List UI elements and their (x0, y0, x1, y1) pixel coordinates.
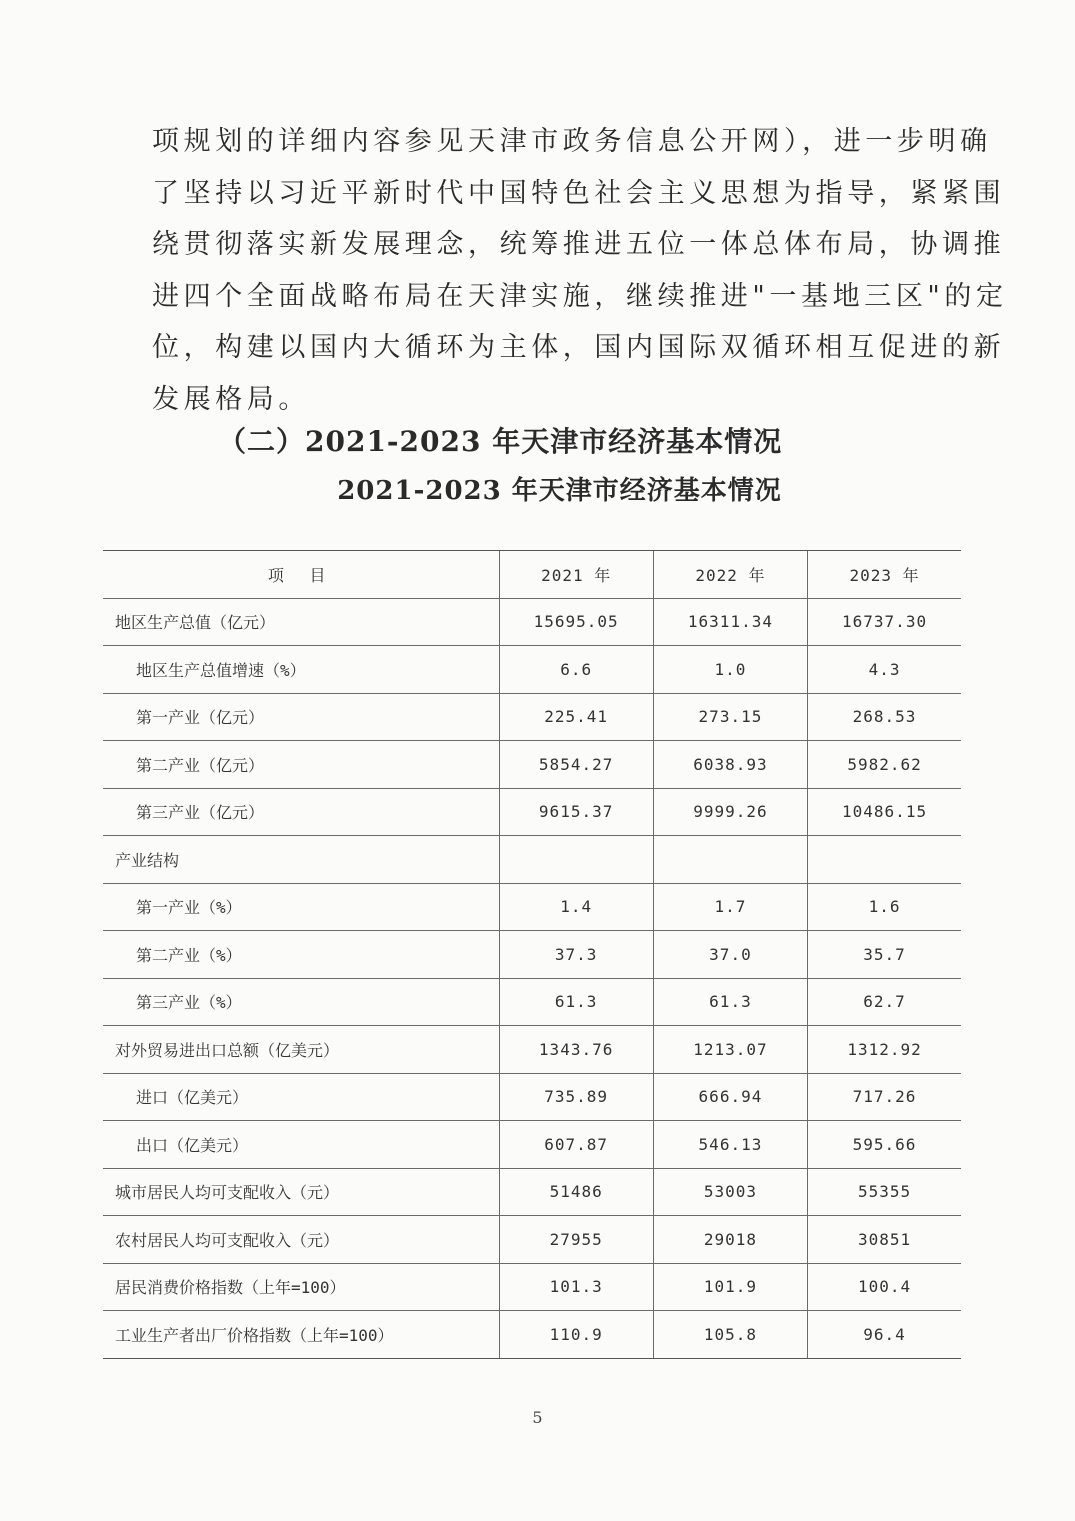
value-2022: 9999.26 (653, 788, 807, 836)
table-row (103, 836, 961, 884)
economy-table (103, 550, 961, 1359)
value-2021: 51486 (499, 1168, 653, 1216)
value-2022: 1213.07 (653, 1026, 807, 1074)
value-2021: 15695.05 (499, 598, 653, 646)
row-label: 进口（亿美元） (103, 1073, 499, 1121)
value-2021: 61.3 (499, 978, 653, 1026)
table-row (103, 883, 961, 931)
value-2022: 273.15 (653, 693, 807, 741)
paragraph-line: 发展格局。 (152, 383, 310, 415)
value-2021: 37.3 (499, 931, 653, 979)
value-2023: 55355 (808, 1168, 961, 1216)
value-2022: 1.0 (653, 646, 807, 694)
value-2021: 607.87 (499, 1121, 653, 1169)
table-header-row (103, 551, 961, 599)
section-heading: （二）2021-2023 年天津市经济基本情况 (218, 425, 783, 458)
value-2022 (653, 836, 807, 884)
row-label: 居民消费价格指数（上年=100） (103, 1263, 499, 1311)
value-2023: 5982.62 (808, 741, 961, 789)
row-label: 产业结构 (103, 836, 499, 884)
value-2021: 5854.27 (499, 741, 653, 789)
value-2021: 110.9 (499, 1311, 653, 1359)
value-2021: 9615.37 (499, 788, 653, 836)
row-label: 第二产业（%） (103, 931, 499, 979)
value-2023: 4.3 (808, 646, 961, 694)
value-2021: 735.89 (499, 1073, 653, 1121)
table-row (103, 1026, 961, 1074)
value-2023: 96.4 (808, 1311, 961, 1359)
value-2022: 101.9 (653, 1263, 807, 1311)
value-2021 (499, 836, 653, 884)
row-label: 第一产业（%） (103, 883, 499, 931)
value-2022: 105.8 (653, 1311, 807, 1359)
value-2023: 62.7 (808, 978, 961, 1026)
row-label: 农村居民人均可支配收入（元） (103, 1216, 499, 1264)
value-2023: 16737.30 (808, 598, 961, 646)
row-label: 城市居民人均可支配收入（元） (103, 1168, 499, 1216)
value-2023: 100.4 (808, 1263, 961, 1311)
table-row (103, 646, 961, 694)
table-row (103, 598, 961, 646)
row-label: 第三产业（亿元） (103, 788, 499, 836)
header-2021: 2021 年 (499, 551, 653, 599)
value-2021: 6.6 (499, 646, 653, 694)
table-row (103, 741, 961, 789)
table-row (103, 931, 961, 979)
table-row (103, 1121, 961, 1169)
body-paragraph (152, 116, 1008, 425)
paragraph-line: 项规划的详细内容参见天津市政务信息公开网），进一步明确 (152, 126, 992, 157)
value-2021: 1343.76 (499, 1026, 653, 1074)
row-label: 地区生产总值增速（%） (103, 646, 499, 694)
header-2022: 2022 年 (653, 551, 807, 599)
value-2021: 27955 (499, 1216, 653, 1264)
value-2021: 225.41 (499, 693, 653, 741)
value-2022: 546.13 (653, 1121, 807, 1169)
row-label: 对外贸易进出口总额（亿美元） (103, 1026, 499, 1074)
row-label: 第一产业（亿元） (103, 693, 499, 741)
row-label: 工业生产者出厂价格指数（上年=100） (103, 1311, 499, 1359)
row-label: 第三产业（%） (103, 978, 499, 1026)
paragraph-line: 了坚持以习近平新时代中国特色社会主义思想为指导，紧紧围 (152, 177, 1006, 209)
value-2023: 35.7 (808, 931, 961, 979)
value-2022: 6038.93 (653, 741, 807, 789)
value-2022: 29018 (653, 1216, 807, 1264)
row-label: 出口（亿美元） (103, 1121, 499, 1169)
value-2021: 101.3 (499, 1263, 653, 1311)
row-label: 第二产业（亿元） (103, 741, 499, 789)
value-2023: 10486.15 (808, 788, 961, 836)
table-body (103, 598, 961, 1358)
header-2023: 2023 年 (808, 551, 961, 599)
value-2023: 1.6 (808, 883, 961, 931)
value-2023: 268.53 (808, 693, 961, 741)
value-2023: 1312.92 (808, 1026, 961, 1074)
row-label: 地区生产总值（亿元） (103, 598, 499, 646)
value-2022: 16311.34 (653, 598, 807, 646)
value-2023 (808, 836, 961, 884)
value-2023: 595.66 (808, 1121, 961, 1169)
table-row (103, 1168, 961, 1216)
table-row (103, 1263, 961, 1311)
paragraph-line: 进四个全面战略布局在天津实施，继续推进"一基地三区"的定 (152, 280, 1008, 312)
value-2022: 1.7 (653, 883, 807, 931)
value-2022: 53003 (653, 1168, 807, 1216)
table-title: 2021-2023 年天津市经济基本情况 (337, 476, 782, 506)
paragraph-line: 位，构建以国内大循环为主体，国内国际双循环相互促进的新 (152, 332, 1006, 363)
value-2021: 1.4 (499, 883, 653, 931)
value-2023: 717.26 (808, 1073, 961, 1121)
table-row (103, 1216, 961, 1264)
value-2022: 61.3 (653, 978, 807, 1026)
table-row (103, 1073, 961, 1121)
table-row (103, 693, 961, 741)
table-row (103, 788, 961, 836)
table-row (103, 1311, 961, 1359)
page-number: 5 (532, 1408, 543, 1427)
value-2022: 37.0 (653, 931, 807, 979)
value-2022: 666.94 (653, 1073, 807, 1121)
header-item: 项 目 (103, 551, 499, 599)
value-2023: 30851 (808, 1216, 961, 1264)
paragraph-line: 绕贯彻落实新发展理念，统筹推进五位一体总体布局，协调推 (152, 229, 1006, 260)
table-row (103, 978, 961, 1026)
